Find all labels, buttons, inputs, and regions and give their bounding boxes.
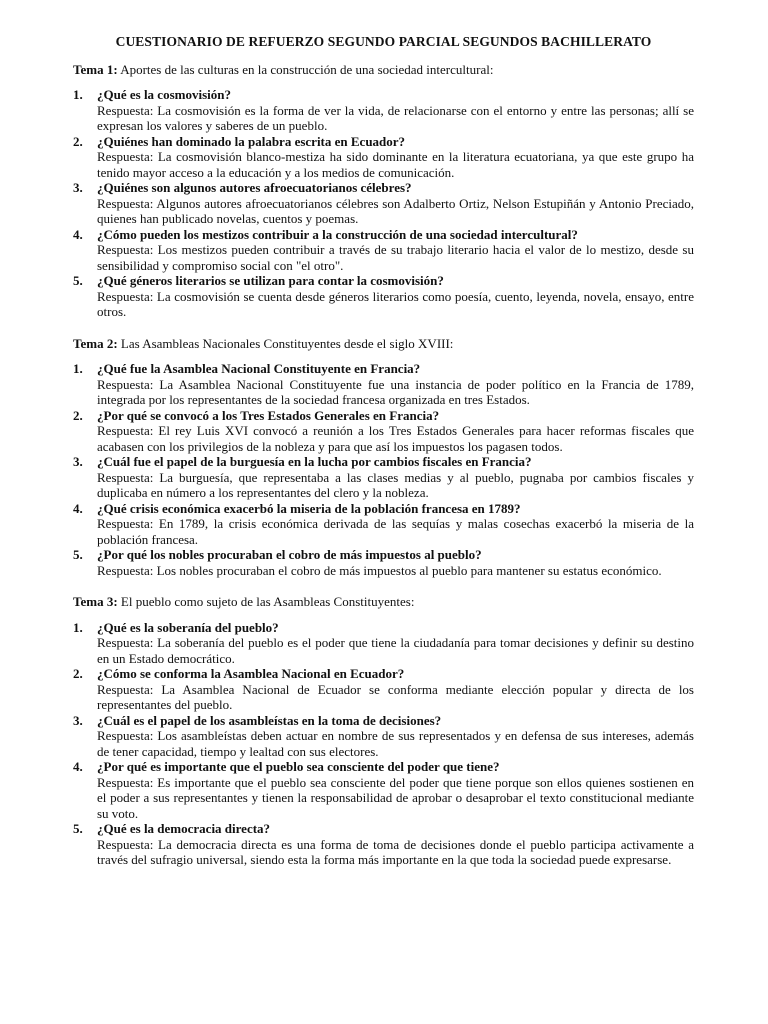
question-item xyxy=(73,821,694,868)
tema-label: Tema 3: xyxy=(73,594,118,609)
question-text: ¿Qué crisis económica exacerbó la miseria de la población francesa en 1789? xyxy=(97,500,521,516)
question-text: ¿Cuál es el papel de los asambleístas en la toma de decisiones? xyxy=(97,712,442,728)
question-text: ¿Por qué es importante que el pueblo sea consciente del poder que tiene? xyxy=(97,759,500,774)
tema-title: El pueblo como sujeto de las Asambleas Constituyentes: xyxy=(117,594,415,609)
tema-title: Las Asambleas Nacionales Constituyentes desde el siglo XVIII: xyxy=(117,335,454,351)
question-item xyxy=(73,273,694,320)
tema-label: Tema 2: xyxy=(73,335,118,351)
question-number: 1. xyxy=(73,619,83,635)
question-text: ¿Por qué se convocó a los Tres Estados Generales en Francia? xyxy=(97,407,440,423)
question-number: 5. xyxy=(73,821,83,836)
question-number: 3. xyxy=(73,180,83,195)
question-item xyxy=(73,759,694,821)
answer-text: Respuesta: El rey Luis XVI convocó a reunión a los Tres Estados Generales para hacer reformas fiscales que acabasen con los privilegios de la nobleza y para que así los impuestos los pagasen todos. xyxy=(97,423,694,454)
tema-3-questions xyxy=(73,620,694,868)
question-text: ¿Qué es la cosmovisión? xyxy=(97,87,231,102)
answer-text: Respuesta: Los mestizos pueden contribuir a través de su trabajo literario hacia el valor de lo mestizo, desde su sensibilidad y compromiso social con "el otro". xyxy=(97,242,694,273)
answer-text: Respuesta: Es importante que el pueblo sea consciente del poder que tiene porque son ellos quienes sostienen en el poder a sus representantes y tienen la responsabilidad de aprobar o desaprobar el texto constitucional mediante su voto. xyxy=(97,774,694,821)
question-item xyxy=(73,361,694,408)
question-number: 4. xyxy=(73,759,83,774)
answer-text: Respuesta: En 1789, la crisis económica derivada de las sequías y malas cosechas exacerbó la miseria de la población francesa. xyxy=(97,516,694,547)
answer-text: Respuesta: La soberanía del pueblo es el poder que tiene la ciudadanía para tomar decisiones y definir su destino en un Estado democrático. xyxy=(97,635,694,666)
question-number: 2. xyxy=(73,666,83,681)
question-item xyxy=(73,666,694,713)
question-item xyxy=(73,180,694,227)
question-number: 2. xyxy=(73,133,83,149)
question-text: ¿Quiénes han dominado la palabra escrita en Ecuador? xyxy=(97,133,406,149)
question-text: ¿Qué es la soberanía del pueblo? xyxy=(97,619,279,635)
question-number: 4. xyxy=(73,226,83,242)
question-number: 1. xyxy=(73,361,83,376)
question-text: ¿Qué géneros literarios se utilizan para contar la cosmovisión? xyxy=(97,273,444,288)
question-number: 4. xyxy=(73,500,83,516)
question-number: 3. xyxy=(73,454,83,469)
question-item xyxy=(73,713,694,760)
tema-1-questions xyxy=(73,87,694,320)
answer-text: Respuesta: La burguesía, que representaba a las clases medias y al pueblo, pugnaba por cambios fiscales y duplicaba en número a los representantes del clero y la nobleza. xyxy=(97,469,694,500)
tema-label: Tema 1: xyxy=(73,61,118,77)
question-item xyxy=(73,501,694,548)
answer-text: Respuesta: La democracia directa es una forma de toma de decisiones donde el pueblo participa activamente a través del sufragio universal, siendo esta la forma más importante en la que toda la sociedad puede expresarse. xyxy=(97,836,694,867)
tema-1-heading xyxy=(73,62,694,78)
answer-text: Respuesta: La Asamblea Nacional Constituyente fue una instancia de poder político en la Francia de 1789, integrada por los representantes de la sociedad francesa organizada en tres Estados. xyxy=(97,376,694,407)
answer-text: Respuesta: Los nobles procuraban el cobro de más impuestos al pueblo para mantener su estatus económico. xyxy=(97,562,662,578)
question-item xyxy=(73,87,694,134)
tema-3-heading xyxy=(73,594,694,610)
question-text: ¿Quiénes son algunos autores afroecuatorianos célebres? xyxy=(97,180,412,195)
question-item xyxy=(73,620,694,667)
question-text: ¿Qué es la democracia directa? xyxy=(97,821,271,836)
question-number: 5. xyxy=(73,547,83,562)
answer-text: Respuesta: La cosmovisión se cuenta desde géneros literarios como poesía, cuento, leyenda, novela, ensayo, entre otros. xyxy=(97,288,694,319)
tema-2-questions xyxy=(73,361,694,578)
tema-title: Aportes de las culturas en la construcción de una sociedad intercultural: xyxy=(117,61,494,77)
question-number: 5. xyxy=(73,273,83,288)
answer-text: Respuesta: Los asambleístas deben actuar en nombre de sus representados y en defensa de sus intereses, además de tener capacidad, tiempo y lealtad con sus electores. xyxy=(97,728,694,759)
question-text: ¿Cómo se conforma la Asamblea Nacional en Ecuador? xyxy=(97,666,405,681)
question-text: ¿Cómo pueden los mestizos contribuir a la construcción de una sociedad intercultural? xyxy=(97,226,578,242)
question-number: 1. xyxy=(73,87,83,102)
answer-text: Respuesta: Algunos autores afroecuatorianos célebres son Adalberto Ortiz, Nelson Estupiñán y Antonio Preciado, quienes han publicado novelas, cuentos y poemas. xyxy=(97,195,694,226)
question-item xyxy=(73,454,694,501)
question-item xyxy=(73,408,694,455)
question-number: 2. xyxy=(73,407,83,423)
question-item xyxy=(73,547,694,578)
question-item xyxy=(73,134,694,181)
question-text: ¿Qué fue la Asamblea Nacional Constituyente en Francia? xyxy=(97,361,421,376)
answer-text: Respuesta: La cosmovisión blanco-mestiza ha sido dominante en la literatura ecuatoriana, ya que este grupo ha tenido mayor acceso a la educación y a los medios de comunicación. xyxy=(97,149,694,180)
answer-text: Respuesta: La cosmovisión es la forma de ver la vida, de relacionarse con el entorno y entre las personas; allí se expresan los valores y saberes de un pueblo. xyxy=(97,102,694,133)
question-number: 3. xyxy=(73,712,83,728)
document-title: CUESTIONARIO DE REFUERZO SEGUNDO PARCIAL SEGUNDOS BACHILLERATO xyxy=(115,34,652,49)
question-text: ¿Cuál fue el papel de la burguesía en la lucha por cambios fiscales en Francia? xyxy=(97,454,532,469)
question-text: ¿Por qué los nobles procuraban el cobro de más impuestos al pueblo? xyxy=(97,547,482,562)
tema-2-heading xyxy=(73,336,694,352)
answer-text: Respuesta: La Asamblea Nacional de Ecuador se conforma mediante elección popular y directa de los representantes del pueblo. xyxy=(97,681,694,712)
question-item xyxy=(73,227,694,274)
